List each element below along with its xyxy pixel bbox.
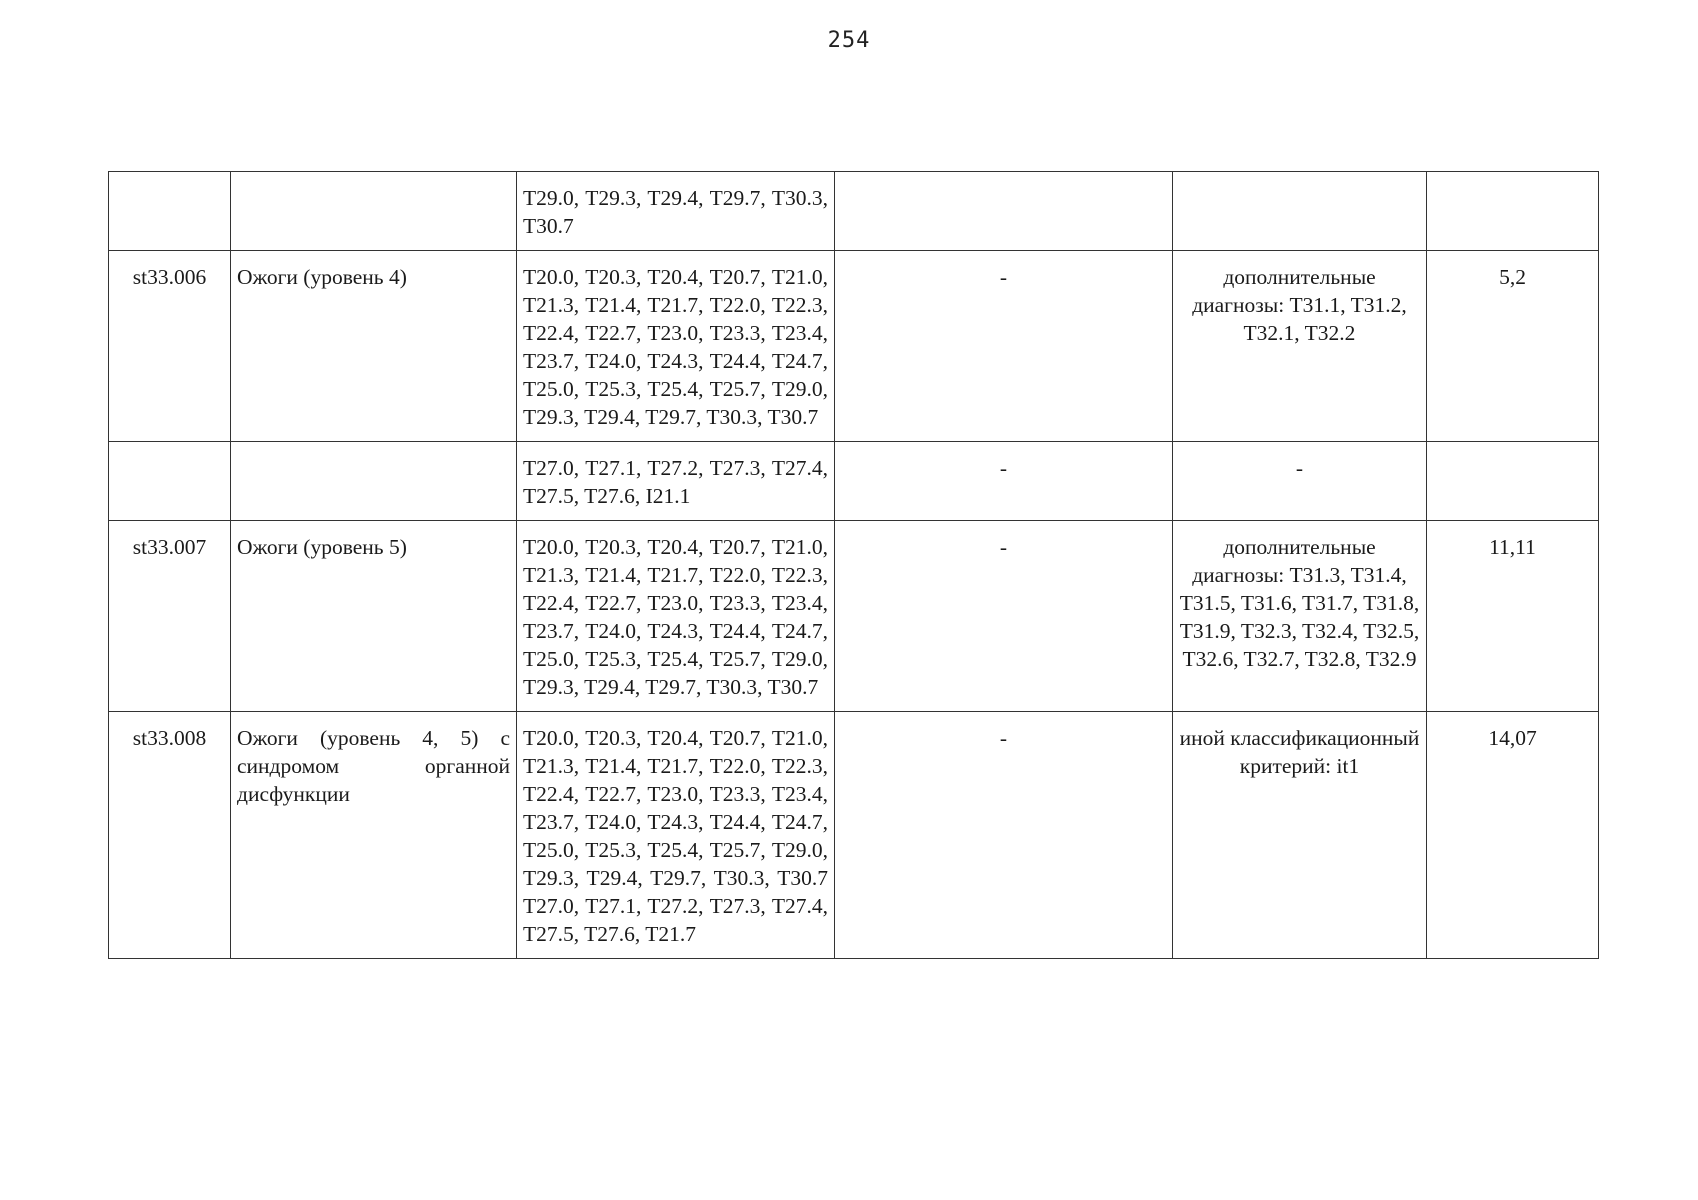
table-row xyxy=(109,172,1599,251)
mkb-codes: T20.0, T20.3, T20.4, T20.7, T21.0, T21.3, T21.4, T21.7, T22.0, T22.3, T22.4, T22.7, T23.0, T23.3, T23.4, T23.7, T24.0, T24.3, T24.4, T24.7, T25.0, T25.3, T25.4, T25.7, T29.0, T29.3, T29.4, T29.7, T30.3, T30.7 xyxy=(517,521,835,712)
ksg-code: st33.008 xyxy=(109,712,231,959)
mkb-extra-codes: - xyxy=(835,521,1173,712)
ksg-name xyxy=(231,172,517,251)
classification-criteria xyxy=(1173,172,1427,251)
table-row xyxy=(109,442,1599,521)
ksg-name: Ожоги (уровень 4) xyxy=(231,251,517,442)
ksg-name: Ожоги (уровень 4, 5) с синдромом органной дисфункции xyxy=(231,712,517,959)
page-number: 254 xyxy=(827,28,871,53)
mkb-extra-codes: - xyxy=(835,251,1173,442)
cost-coefficient: 5,2 xyxy=(1427,251,1599,442)
classification-criteria: дополнительные диагнозы: T31.3, T31.4, T31.5, T31.6, T31.7, T31.8, T31.9, T32.3, T32.4, T32.5, T32.6, T32.7, T32.8, T32.9 xyxy=(1173,521,1427,712)
cost-coefficient xyxy=(1427,172,1599,251)
mkb-codes: T27.0, T27.1, T27.2, T27.3, T27.4, T27.5, T27.6, I21.1 xyxy=(517,442,835,521)
ksg-code: st33.006 xyxy=(109,251,231,442)
cost-coefficient: 11,11 xyxy=(1427,521,1599,712)
ksg-code: st33.007 xyxy=(109,521,231,712)
mkb-codes: T20.0, T20.3, T20.4, T20.7, T21.0, T21.3, T21.4, T21.7, T22.0, T22.3, T22.4, T22.7, T23.0, T23.3, T23.4, T23.7, T24.0, T24.3, T24.4, T24.7, T25.0, T25.3, T25.4, T25.7, T29.0, T29.3, T29.4, T29.7, T30.3, T30.7 xyxy=(517,251,835,442)
ksg-name xyxy=(231,442,517,521)
classification-criteria: дополнительные диагнозы: T31.1, T31.2, T32.1, T32.2 xyxy=(1173,251,1427,442)
ksg-name: Ожоги (уровень 5) xyxy=(231,521,517,712)
table-row xyxy=(109,521,1599,712)
classification-criteria: - xyxy=(1173,442,1427,521)
ksg-code xyxy=(109,172,231,251)
ksg-code xyxy=(109,442,231,521)
mkb-extra-codes: - xyxy=(835,442,1173,521)
mkb-extra-codes: - xyxy=(835,712,1173,959)
mkb-extra-codes xyxy=(835,172,1173,251)
cost-coefficient xyxy=(1427,442,1599,521)
mkb-codes: T29.0, T29.3, T29.4, T29.7, T30.3, T30.7 xyxy=(517,172,835,251)
classification-criteria: иной классификационный критерий: it1 xyxy=(1173,712,1427,959)
table-row xyxy=(109,712,1599,959)
table-row xyxy=(109,251,1599,442)
mkb-codes: T20.0, T20.3, T20.4, T20.7, T21.0, T21.3, T21.4, T21.7, T22.0, T22.3, T22.4, T22.7, T23.0, T23.3, T23.4, T23.7, T24.0, T24.3, T24.4, T24.7, T25.0, T25.3, T25.4, T25.7, T29.0, T29.3, T29.4, T29.7, T30.3, T30.7 T27.0, T27.1, T27.2, T27.3, T27.4, T27.5, T27.6, T21.7 xyxy=(517,712,835,959)
cost-coefficient: 14,07 xyxy=(1427,712,1599,959)
tariff-table xyxy=(108,171,1599,959)
